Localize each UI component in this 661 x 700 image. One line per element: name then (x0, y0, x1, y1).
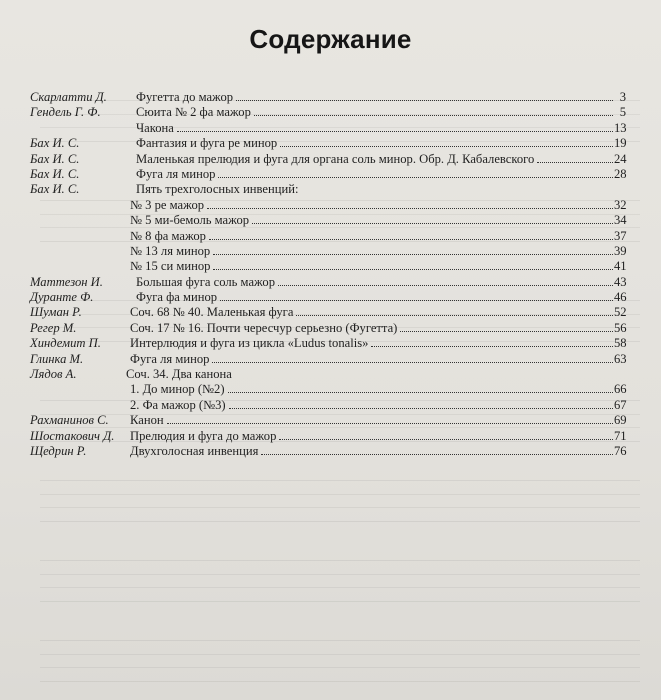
page-title: Содержание (249, 24, 412, 54)
toc-author: Хиндемит П. (30, 336, 101, 351)
dot-leader (261, 454, 613, 455)
toc-entry (30, 382, 626, 397)
toc-author: Лядов А. (30, 367, 77, 382)
toc-page-number: 41 (614, 259, 627, 274)
toc-page-number: 69 (614, 413, 627, 428)
dot-leader (213, 269, 613, 270)
staff-watermark (40, 640, 640, 682)
toc-entry-line (130, 429, 614, 444)
toc-title: Соч. 17 № 16. Почти чересчур серьезно (Фугетта) (130, 320, 398, 335)
toc-entry-line (136, 167, 614, 182)
toc-author: Скарлатти Д. (30, 90, 107, 104)
toc-entry (30, 136, 626, 151)
dot-leader (209, 239, 613, 240)
toc-entry (30, 367, 626, 382)
toc-entry (30, 229, 626, 244)
toc-entry-line (136, 290, 614, 305)
toc-entry (30, 90, 626, 105)
toc-title: Большая фуга соль мажор (136, 274, 276, 289)
toc-title: Соч. 34. Два канона (126, 367, 232, 382)
dot-leader (278, 285, 613, 286)
toc-page-number: 39 (614, 243, 627, 258)
toc-page-number: 66 (614, 382, 627, 397)
toc-title: Маленькая прелюдия и фуга для органа соль минор. Обр. Д. Кабалевского (136, 151, 535, 166)
toc-title: № 13 ля минор (130, 243, 211, 258)
toc-page-number: 19 (614, 136, 627, 151)
toc-author: Рахманинов С. (30, 413, 109, 428)
toc-page-number: 43 (614, 274, 627, 289)
toc-page-number: 63 (614, 351, 627, 366)
toc-entry (30, 244, 626, 259)
toc-entry (30, 182, 626, 197)
dot-leader (228, 392, 613, 393)
toc-title: Фуга ля минор (136, 166, 216, 181)
staff-watermark (40, 560, 640, 602)
toc-title: № 8 фа мажор (130, 228, 206, 243)
toc-page-number: 3 (619, 90, 626, 104)
toc-entry-line (130, 321, 614, 336)
dot-leader (212, 362, 613, 363)
toc-title: 1. До минор (№2) (130, 382, 225, 397)
toc-entry-line (130, 444, 614, 459)
toc-entry (30, 398, 626, 413)
toc-title: Двухголосная инвенция (130, 443, 259, 458)
table-of-contents (30, 90, 626, 459)
toc-title: Соч. 68 № 40. Маленькая фуга (130, 305, 294, 320)
dot-leader (252, 223, 613, 224)
toc-entry (30, 352, 626, 367)
staff-watermark (40, 480, 640, 522)
toc-entry-line (130, 336, 614, 351)
toc-entry-line (126, 367, 614, 382)
toc-entry-line (130, 229, 614, 244)
toc-entry (30, 321, 626, 336)
toc-author: Бах И. С. (30, 166, 80, 181)
toc-page-number: 34 (614, 213, 627, 228)
toc-entry-line (130, 398, 614, 413)
toc-author: Бах И. С. (30, 182, 80, 197)
toc-author: Шуман Р. (30, 305, 82, 320)
dot-leader (280, 146, 613, 147)
toc-entry (30, 336, 626, 351)
toc-page-number: 76 (614, 443, 627, 458)
toc-entry-line (130, 352, 614, 367)
dot-leader (213, 254, 613, 255)
toc-title: Интерлюдия и фуга из цикла «Ludus tonalis» (130, 336, 369, 351)
toc-entry-line (130, 244, 614, 259)
toc-page-number: 52 (614, 305, 627, 320)
toc-entry-line (136, 152, 614, 167)
dot-leader (229, 408, 613, 409)
dot-leader (279, 439, 613, 440)
toc-author: Бах И. С. (30, 136, 80, 151)
dot-leader (167, 423, 613, 424)
toc-author: Дуранте Ф. (30, 290, 94, 305)
toc-author: Регер М. (30, 320, 77, 335)
toc-page-number: 37 (614, 228, 627, 243)
dot-leader (236, 100, 613, 101)
toc-entry-line (136, 105, 614, 120)
toc-author: Гендель Г. Ф. (30, 105, 101, 120)
toc-page-number: 28 (614, 166, 627, 181)
toc-author: Маттезон И. (30, 274, 103, 289)
toc-entry (30, 305, 626, 320)
dot-leader (296, 315, 613, 316)
toc-entry (30, 290, 626, 305)
toc-entry (30, 105, 626, 120)
toc-entry-line (136, 275, 614, 290)
toc-entry-line (136, 136, 614, 151)
toc-title: Пять трехголосных инвенций: (136, 182, 299, 197)
toc-title: Сюита № 2 фа мажор (136, 105, 251, 120)
toc-page-number: 24 (614, 151, 627, 166)
toc-page-number: 56 (614, 320, 627, 335)
toc-entry-line (136, 182, 614, 197)
toc-title: № 15 си минор (130, 259, 211, 274)
toc-title: Канон (130, 413, 164, 428)
toc-entry-line (130, 382, 614, 397)
dot-leader (537, 162, 613, 163)
toc-entry-line (130, 213, 614, 228)
toc-entry (30, 121, 626, 136)
toc-author: Шостакович Д. (30, 428, 115, 443)
toc-title: № 5 ми-бемоль мажор (130, 213, 250, 228)
toc-author: Глинка М. (30, 351, 84, 366)
toc-entry (30, 167, 626, 182)
toc-entry-line (130, 413, 614, 428)
toc-entry (30, 275, 626, 290)
toc-title: Фуга ля минор (130, 351, 210, 366)
toc-title: Фуга фа минор (136, 290, 218, 305)
toc-title: Фантазия и фуга ре минор (136, 136, 278, 151)
toc-entry-line (130, 259, 614, 274)
toc-page-number: 46 (614, 290, 627, 305)
dot-leader (207, 208, 613, 209)
toc-entry (30, 213, 626, 228)
toc-title: Фугетта до мажор (136, 90, 234, 104)
toc-title: Прелюдия и фуга до мажор (130, 428, 277, 443)
toc-entry (30, 198, 626, 213)
toc-entry (30, 413, 626, 428)
toc-author: Щедрин Р. (30, 443, 87, 458)
toc-entry-line (130, 198, 614, 213)
toc-entry (30, 152, 626, 167)
toc-page-number: 71 (614, 428, 627, 443)
dot-leader (177, 131, 613, 132)
toc-title: Чакона (136, 120, 174, 135)
toc-page-number: 13 (614, 120, 627, 135)
toc-page-number: 32 (614, 197, 627, 212)
toc-title: 2. Фа мажор (№3) (130, 397, 226, 412)
toc-author: Бах И. С. (30, 151, 80, 166)
dot-leader (371, 346, 613, 347)
toc-page-number: 67 (614, 397, 627, 412)
dot-leader (400, 331, 613, 332)
toc-entry-line (136, 121, 614, 136)
toc-entry-line (130, 305, 614, 320)
toc-page-number: 5 (619, 105, 626, 120)
dot-leader (220, 300, 613, 301)
toc-entry-line (136, 90, 614, 105)
toc-entry (30, 259, 626, 274)
dot-leader (254, 115, 613, 116)
dot-leader (218, 177, 613, 178)
toc-entry (30, 444, 626, 459)
toc-entry (30, 429, 626, 444)
toc-page-number: 58 (614, 336, 627, 351)
toc-title: № 3 ре мажор (130, 197, 205, 212)
